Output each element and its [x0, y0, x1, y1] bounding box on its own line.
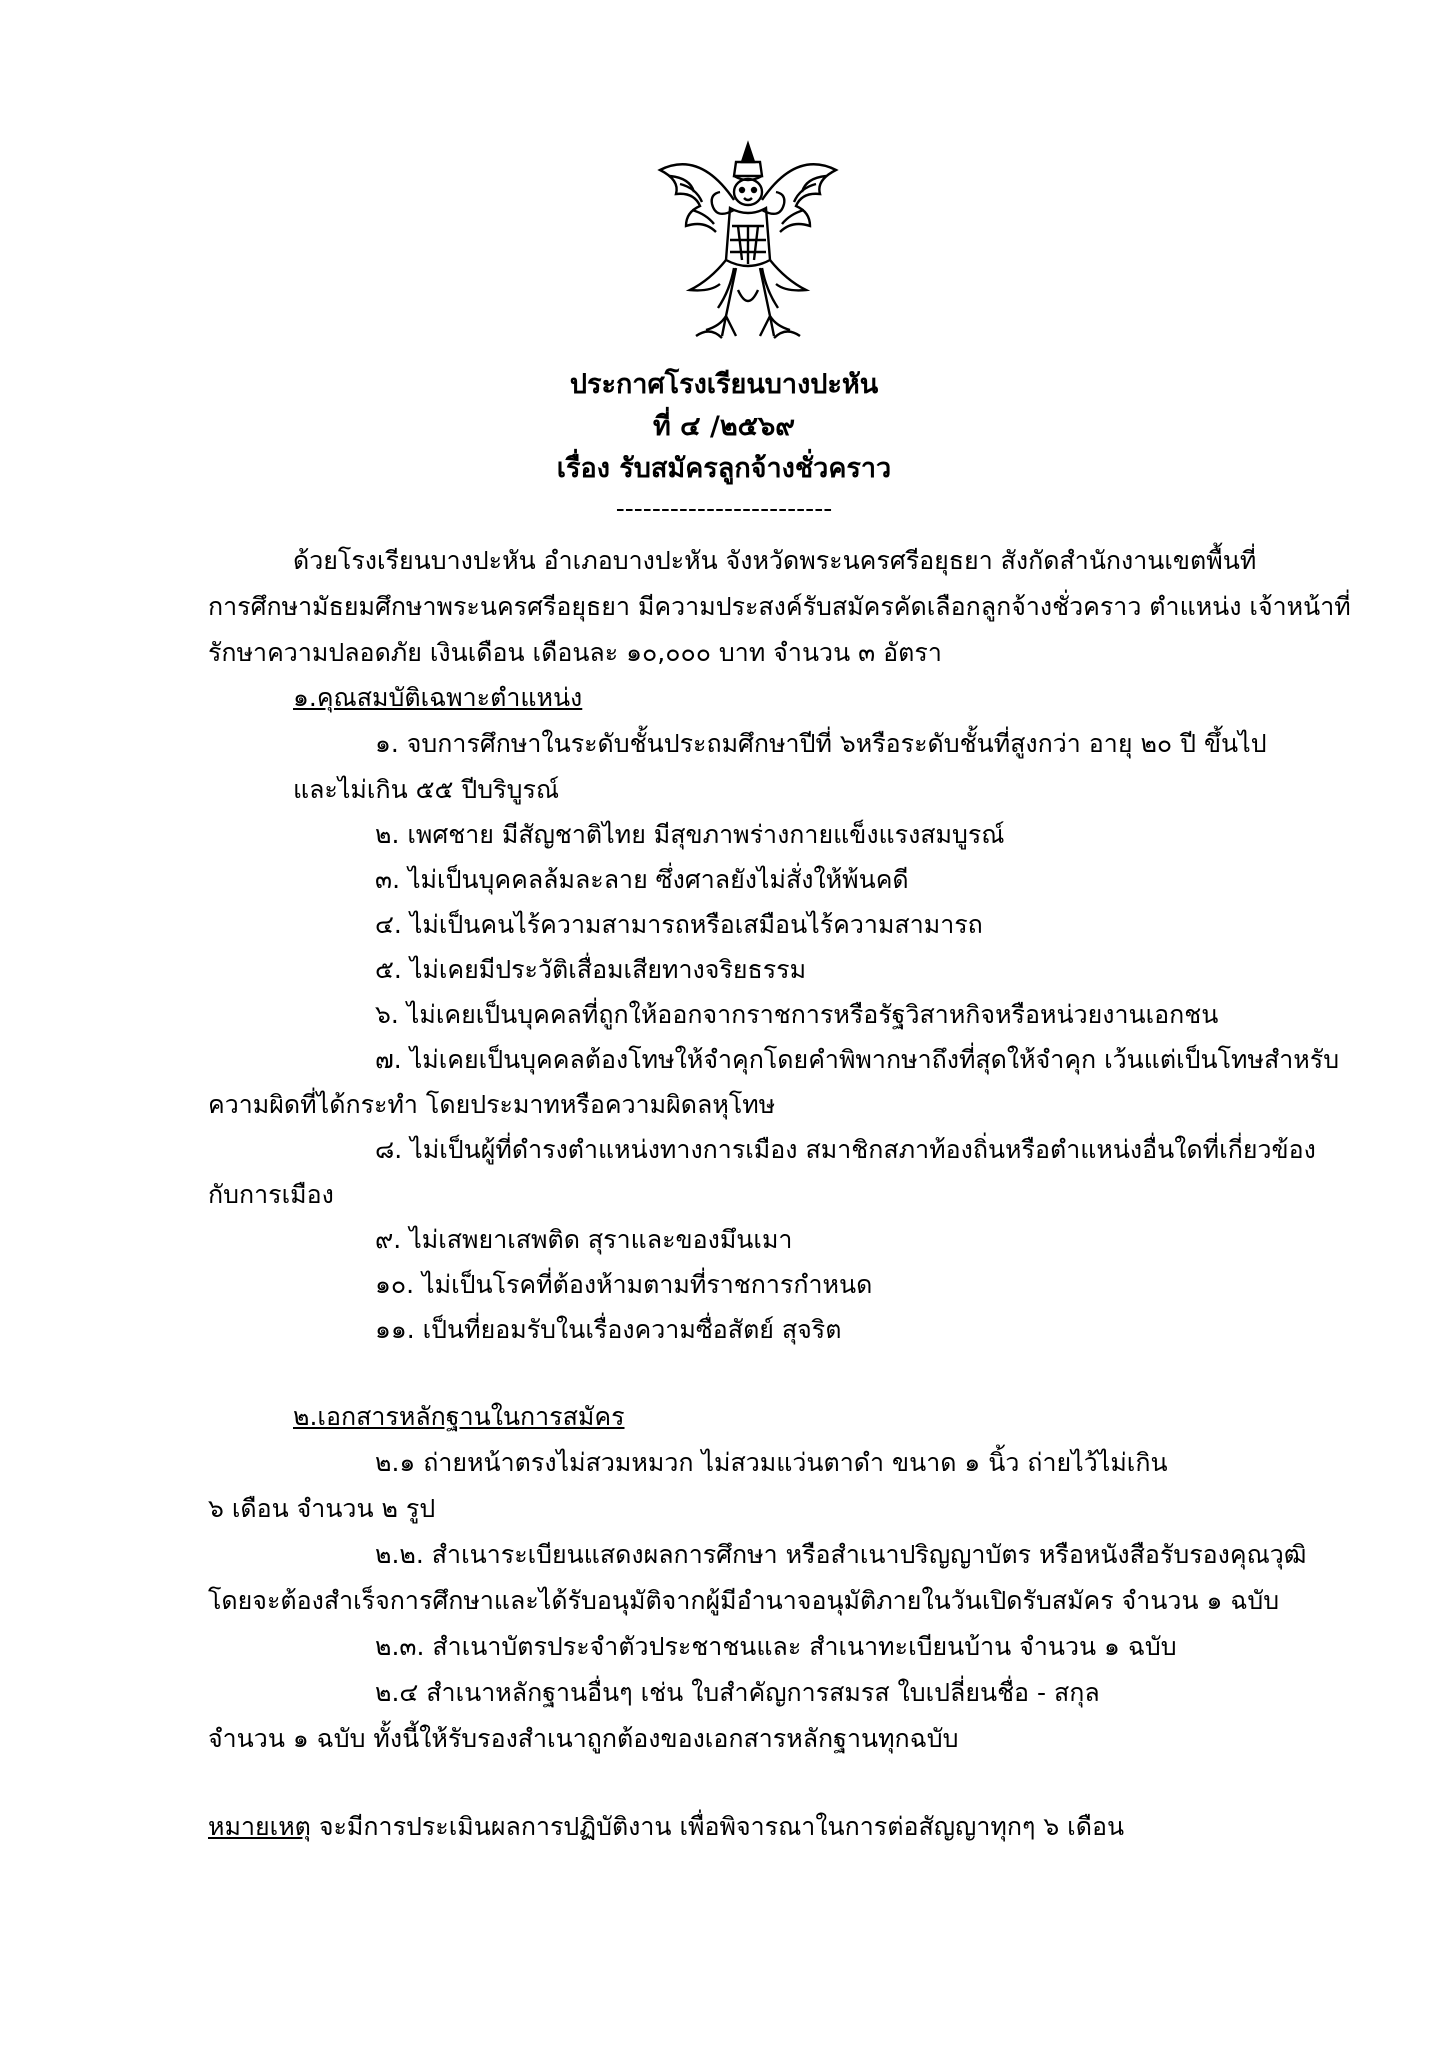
document-item: ๒.๑ ถ่ายหน้าตรงไม่สวมหมวก ไม่สวมแว่นตาดำ ขนาด ๑ นิ้ว ถ่ายไว้ไม่เกิน — [375, 1448, 1168, 1477]
intro-line-2: การศึกษามัธยมศึกษาพระนครศรีอยุธยา มีความประสงค์รับสมัครคัดเลือกลูกจ้างชั่วคราว ตำแหน่ง เจ้าหน้าที่ — [208, 592, 1351, 621]
qualification-item: ๓. ไม่เป็นบุคคลล้มละลาย ซึ่งศาลยังไม่สั่งให้พ้นคดี — [375, 865, 909, 894]
announcement-title: ประกาศโรงเรียนบางปะหัน — [569, 369, 879, 400]
intro-line-1: ด้วยโรงเรียนบางปะหัน อำเภอบางปะหัน จังหวัดพระนครศรีอยุธยา สังกัดสำนักงานเขตพื้นที่ — [293, 546, 1257, 575]
announcement-subject: เรื่อง รับสมัครลูกจ้างชั่วคราว — [556, 453, 892, 484]
qualification-item: กับการเมือง — [208, 1180, 334, 1209]
section1-heading: ๑.คุณสมบัติเฉพาะตำแหน่ง — [293, 683, 583, 712]
note-label: หมายเหตุ — [208, 1812, 311, 1841]
note-text: จะมีการประเมินผลการปฏิบัติงาน เพื่อพิจารณาในการต่อสัญญาทุกๆ ๖ เดือน — [310, 1812, 1125, 1841]
qualification-item: ๑. จบการศึกษาในระดับชั้นประถมศึกษาปีที่ ๖หรือระดับชั้นที่สูงกว่า อายุ ๒๐ ปี ขึ้นไป — [375, 729, 1267, 758]
document-item: โดยจะต้องสำเร็จการศึกษาและได้รับอนุมัติจากผู้มีอำนาจอนุมัติภายในวันเปิดรับสมัคร จำนวน ๑ ฉบับ — [208, 1586, 1280, 1615]
document-item: ๖ เดือน จำนวน ๒ รูป — [208, 1494, 436, 1523]
garuda-emblem-icon — [650, 140, 846, 348]
section2-heading: ๒.เอกสารหลักฐานในการสมัคร — [293, 1402, 625, 1431]
qualification-item: ๑๑. เป็นที่ยอมรับในเรื่องความซื่อสัตย์ สุจริต — [375, 1315, 842, 1344]
document-item: ๒.๒. สำเนาระเบียนแสดงผลการศึกษา หรือสำเนาปริญญาบัตร หรือหนังสือรับรองคุณวุฒิ — [375, 1540, 1307, 1569]
qualification-item: ๕. ไม่เคยมีประวัติเสื่อมเสียทางจริยธรรม — [375, 955, 807, 984]
announcement-number: ที่ ๔ /๒๕๖๙ — [652, 411, 796, 442]
qualification-item: ๗. ไม่เคยเป็นบุคคลต้องโทษให้จำคุกโดยคำพิพากษาถึงที่สุดให้จำคุก เว้นแต่เป็นโทษสำหรับ — [375, 1045, 1340, 1074]
document-item: จำนวน ๑ ฉบับ ทั้งนี้ให้รับรองสำเนาถูกต้องของเอกสารหลักฐานทุกฉบับ — [208, 1724, 959, 1753]
qualification-item: ความผิดที่ได้กระทำ โดยประมาทหรือความผิดลหุโทษ — [208, 1090, 776, 1119]
qualification-item: ๔. ไม่เป็นคนไร้ความสามารถหรือเสมือนไร้ความสามารถ — [375, 910, 983, 939]
document-item: ๒.๔ สำเนาหลักฐานอื่นๆ เช่น ใบสำคัญการสมรส ใบเปลี่ยนชื่อ - สกุล — [375, 1678, 1100, 1707]
note-line — [208, 1810, 1124, 1844]
document-item: ๒.๓. สำเนาบัตรประจำตัวประชาชนและ สำเนาทะเบียนบ้าน จำนวน ๑ ฉบับ — [375, 1632, 1177, 1661]
qualification-item: ๘. ไม่เป็นผู้ที่ดำรงตำแหน่งทางการเมือง สมาชิกสภาท้องถิ่นหรือตำแหน่งอื่นใดที่เกี่ยวข้อง — [375, 1135, 1316, 1164]
intro-line-3: รักษาความปลอดภัย เงินเดือน เดือนละ ๑๐,๐๐๐ บาท จำนวน ๓ อัตรา — [208, 638, 942, 667]
qualification-item: ๖. ไม่เคยเป็นบุคคลที่ถูกให้ออกจากราชการหรือรัฐวิสาหกิจหรือหน่วยงานเอกชน — [375, 1000, 1219, 1029]
qualification-item: ๙. ไม่เสพยาเสพติด สุราและของมึนเมา — [375, 1225, 793, 1254]
qualification-item: ๒. เพศชาย มีสัญชาติไทย มีสุขภาพร่างกายแข็งแรงสมบูรณ์ — [375, 820, 1005, 849]
qualification-item: ๑๐. ไม่เป็นโรคที่ต้องห้ามตามที่ราชการกำหนด — [375, 1270, 873, 1299]
qualification-item: และไม่เกิน ๕๕ ปีบริบูรณ์ — [293, 775, 560, 804]
header-divider: ------------------------ — [615, 494, 833, 523]
